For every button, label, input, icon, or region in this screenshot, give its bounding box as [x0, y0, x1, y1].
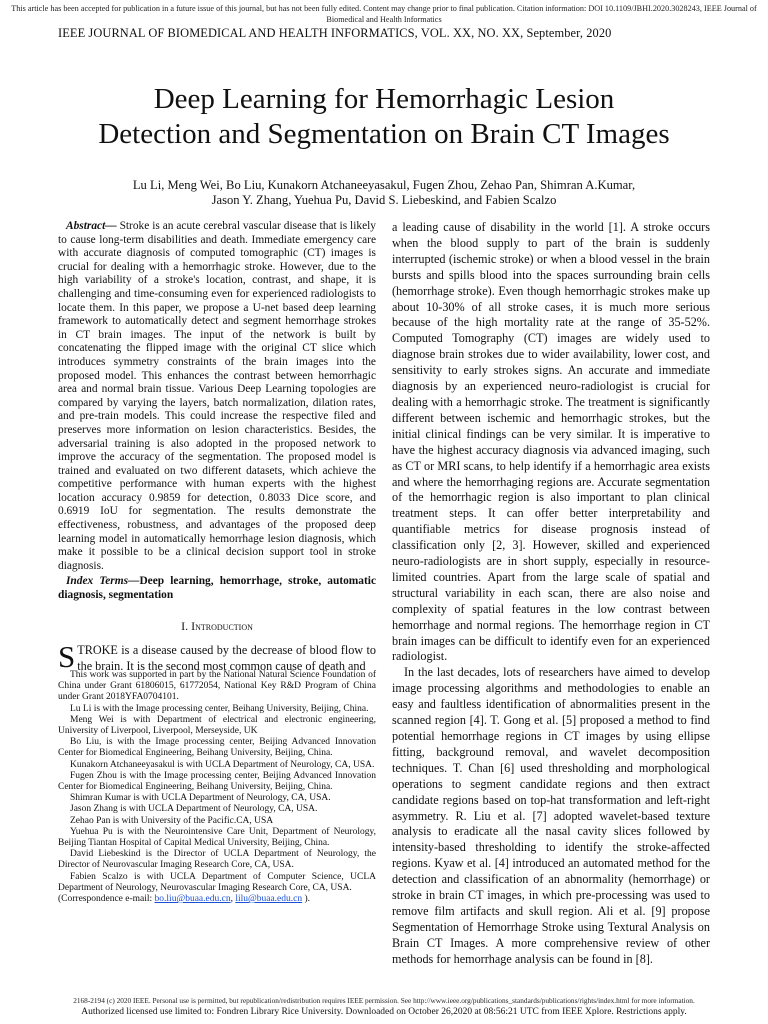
authors-line-2: Jason Y. Zhang, Yuehua Pu, David S. Liebeskind, and Fabien Scalzo — [211, 193, 557, 207]
correspondence — [58, 894, 376, 905]
footnotes — [58, 670, 376, 905]
paper-title — [0, 82, 768, 152]
acceptance-notice — [0, 3, 768, 25]
footnote-affiliation: Fabien Scalzo is with UCLA Department of Computer Science, UCLA Department of Neurology, Neurovascular Imaging Research Core, CA, USA. — [58, 871, 376, 893]
acceptance-notice-line1: This article has been accepted for publication in a future issue of this journal, but has not been fully edited. Content may change prior to final publication. Citation information: DOI 10.1109/JBHI.2020.3028243, IEEE Journal of — [11, 4, 757, 13]
correspondence-prefix: (Correspondence e-mail: — [58, 894, 155, 905]
drop-cap: S — [58, 639, 76, 675]
correspondence-suffix: ). — [302, 894, 311, 905]
authors-line-1: Lu Li, Meng Wei, Bo Liu, Kunakorn Atchaneeyasakul, Fugen Zhou, Zehao Pan, Shimran A.Kumar, — [132, 178, 636, 192]
title-line-1: Deep Learning for Hemorrhagic Lesion — [153, 83, 615, 115]
footnote-affiliation: David Liebeskind is the Director of UCLA Department of Neurology, the Director of Neurovascular Imaging Research Core, CA, USA. — [58, 849, 376, 871]
email-link-bo-liu[interactable]: bo.liu@buaa.edu.cn — [154, 894, 231, 905]
body-paragraph-1: a leading cause of disability in the world [1]. A stroke occurs when the blood supply to part of the brain is suddenly interrupted (ischemic stroke) or when a blood vessel in the brain bursts and spills blood into the spaces surrounding brain cells (hemorrhage stroke). Even though hemorrhagic strokes make up about 10-30% of all stroke cases, it is much more serious because of the high mortality rate at the range of 35-52%. Computed Tomography (CT) images are widely used to diagnose brain strokes due to wider availability, lower cost, and sensitivity to early strokes signs. An accurate and immediate diagnosis by an experienced neuro-radiologist is crucial for dealing with a hemorrhagic stroke. The treatment is significantly different between ischemic and hemorrhagic strokes, but the initial clinical findings can be very similar. It is imperative to have the highest accuracy diagnosis via advanced imaging, such as CT or MRI scans, to help identify if a hemorrhagic area exists and where the hemorrhaging regions are. Accurate segmentation of the hemorrhagic region is also important to plan clinical treatment steps. It can offer better interpretability and quantifiable metrics for disease prognosis instead of classification only [2, 3]. However, skilled and experienced neuro-radiologists are in short supply, especially in resource-limited countries. Apart from the large scale of spatial and structural variability in each scan, there are also noise and complexity of spatial features in the low contrast between hemorrhage and normal regions. The hemorrhage region in CT brain images can be difficult to identify even for an experienced radiologist. — [392, 220, 710, 664]
author-list — [0, 178, 768, 208]
email-link-lu-li[interactable]: lilu@buaa.edu.cn — [235, 894, 303, 905]
index-terms-text: Deep learning, hemorrhage, stroke, automatic diagnosis, segmentation — [58, 575, 377, 602]
footnote-affiliation: Lu Li is with the Image processing center, Beihang University, Beijing, China. — [70, 703, 369, 714]
footnote-affiliation: Kunakorn Atchaneeyasakul is with UCLA Department of Neurology, CA, USA. — [70, 759, 375, 770]
correspondence-separator: , — [230, 894, 236, 905]
section-title: Introduction — [191, 618, 253, 633]
section-heading-introduction — [58, 620, 376, 634]
footnote-funding: This work was supported in part by the National Natural Science Foundation of China under Grant 61806015, 61772054, National Key R&D Program of China under Grant 2018YFA0704101. — [58, 670, 376, 703]
footnote-affiliation: Shimran Kumar is with UCLA Department of Neurology, CA, USA. — [70, 793, 331, 804]
title-line-2: Detection and Segmentation on Brain CT Images — [98, 118, 670, 150]
license-notice: Authorized licensed use limited to: Fondren Library Rice University. Downloaded on October 26,2020 at 08:56:21 UTC from IEEE Xplore. Restrictions apply. — [81, 1007, 687, 1017]
footnote-affiliation: Fugen Zhou is with the Image processing center, Beijing Advanced Innovation Center for Biomedical Engineering, Beihang University, Beijing, China. — [58, 770, 376, 793]
footnote-affiliation: Yuehua Pu is with the Neurointensive Care Unit, Department of Neurology, Beijing Tiantan Hospital of Capital Medical University, Beijing, China. — [58, 826, 376, 849]
intro-text: TROKE is a disease caused by the decrease of blood flow to the brain. It is the second most common cause of death and — [77, 643, 376, 673]
footnote-affiliation: Meng Wei is with Department of electrical and electronic engineering, University of Liverpool, Liverpool, Merseyside, UK — [58, 714, 376, 737]
right-column — [392, 220, 710, 968]
left-column — [58, 220, 376, 674]
index-terms-heading: Index Terms— — [66, 575, 140, 588]
copyright-notice: 2168-2194 (c) 2020 IEEE. Personal use is permitted, but republication/redistribution requires IEEE permission. See http://www.ieee.org/publications_standards/publications/rights/index.html for more information. — [73, 996, 695, 1005]
footnote-affiliation: Zehao Pan is with University of the Pacific.CA, USA — [70, 815, 274, 826]
abstract — [58, 220, 376, 573]
footnote-affiliation: Jason Zhang is with UCLA Department of Neurology, CA, USA. — [70, 804, 318, 815]
journal-header: IEEE JOURNAL OF BIOMEDICAL AND HEALTH INFORMATICS, VOL. XX, NO. XX, September, 2020 — [58, 26, 612, 40]
footnote-affiliation: Bo Liu, is with the Image processing center, Beijing Advanced Innovation Center for Biomedical Engineering, Beihang University, Beijing, China. — [58, 737, 376, 759]
index-terms — [58, 575, 376, 602]
section-number: I. — [181, 618, 189, 633]
abstract-text: Stroke is an acute cerebral vascular disease that is likely to cause long-term disabilities and death. Immediate emergency care with accurate diagnosis of computed tomographic (CT) images is crucial for dealing with a hemorrhagic stroke. However, due to the high variability of a stroke's location, contrast, and shape, it is challenging and time-consuming even for experienced radiologists to locate them. In this paper, we propose a U-net based deep learning framework to automatically detect and segment hemorrhage strokes in CT brain images. The input of the network is built by concatenating the flipped image with the original CT slice which introduces symmetry constraints of the brain images into the proposed model. This enhances the contrast between hemorrhagic area and normal brain tissue. Various Deep Learning topologies are compared by varying the layers, batch normalization, dilation rates, and pre-train models. This could increase the respective filed and preserves more information on lesion characteristics. Besides, the adversarial training is also adopted in the proposed network to improve the accuracy of the segmentation. The proposed model is trained and evaluated on two different datasets, which achieve the competitive performance with human experts with the highest location accuracy 0.9859 for detection, 0.8033 Dice score, and 0.6919 IoU for segmentation. The results demonstrate the effectiveness, robustness, and advantages of the proposed deep learning model in automatically hemorrhage lesion diagnosis, which make it possible to be a clinical decision support tool in stroke diagnosis. — [58, 220, 376, 572]
body-paragraph-2: In the last decades, lots of researchers have aimed to develop image processing algorithms and methodologies to enable an easy and faultless identification of abnormalities present in the scanned region [4]. T. Gong et al. [5] proposed a method to find potential hemorrhage regions in CT images by using ellipse fitting, background removal, and wavelet decomposition techniques. T. Chan [6] used thresholding and morphological operations to segment candidate regions and then extract candidate regions based on top-hat transformation and left-right asymmetry. R. Liu et al. [7] adopted wavelet-based texture analysis to eradicate all the nasal cavity slices followed by intensity-based thresholding to identify the stroke-affected regions. Kyaw et al. [4] introduced an automated method for the detection and classification of an abnormality (hemorrhage) or stroke in brain CT images, in which pre-processing was used to remove film artifacts and skull region. Ali et al. [9] propose Segmentation of Hemorrhage Stroke using Textural Analysis on Brain CT Images. A more comprehensive review of other methods for hemorrhage analysis can be found in [8]. — [392, 665, 710, 966]
abstract-heading: Abstract— — [66, 220, 117, 232]
acceptance-notice-line2: Biomedical and Health Informatics — [326, 15, 442, 24]
